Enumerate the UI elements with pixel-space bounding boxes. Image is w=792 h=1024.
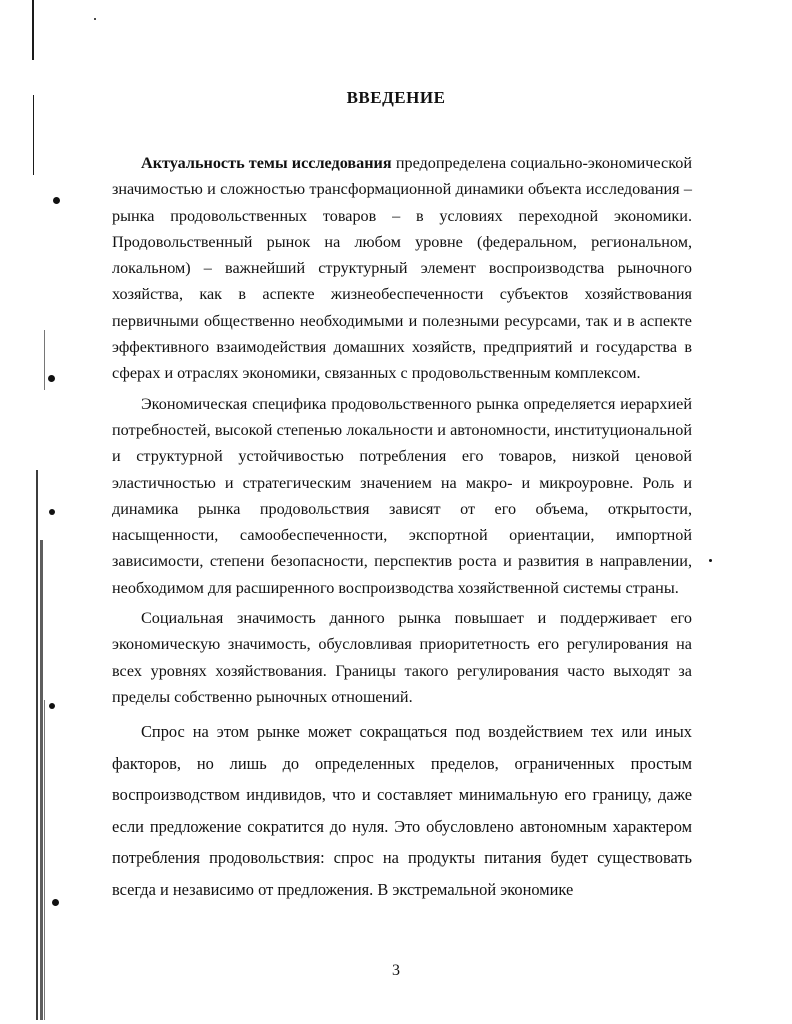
scan-speck — [49, 509, 55, 515]
page-title: ВВЕДЕНИЕ — [346, 88, 446, 107]
scan-edge-line — [32, 0, 34, 60]
body-text — [112, 150, 692, 909]
paragraph-1 — [112, 150, 692, 387]
paragraph-3: Социальная значимость данного рынка повышает и поддерживает его экономическую значимость, обусловливая приоритетность его регулирования на всех уровнях хозяйствования. Границы такого регулирования часто выходят за пределы собственно рыночных отношений. — [112, 609, 692, 706]
paragraph-4: Спрос на этом рынке может сокращаться под воздействием тех или иных факторов, но лишь до определенных пределов, ограниченных простым воспроизводством индивидов, что и составляет минимальную его границу, даже если предложение сократится до нуля. Это обусловлено автономным характером потребления продовольствия: спрос на продукты питания будет существовать всегда и независимо от предложения. В экстремальной экономике — [112, 722, 692, 899]
scan-edge-line — [36, 470, 38, 1020]
scan-speck — [49, 703, 55, 709]
scan-edge-line — [40, 540, 43, 1020]
paragraph-2: Экономическая специфика продовольственного рынка определяется иерархией потребностей, высокой степенью локальности и автономности, институциональной и структурной устойчивостью потребления его товаров, низкой ценовой эластичностью и стратегическим значением на макро- и микроуровне. Роль и динамика рынка продовольствия зависят от его объема, открытости, насыщенности, самообеспеченности, экспортной ориентации, импортной зависимости, степени безопасности, перспектив роста и развития в направлении, необходимом для расширенного воспроизводства хозяйственной системы страны. — [112, 394, 692, 597]
paragraph-1-bold-lead: Актуальность темы исследования — [141, 154, 392, 172]
page-number: 3 — [392, 962, 400, 979]
scan-speck — [94, 18, 96, 20]
paragraph-1-text: предопределена социально-экономической значимостью и сложностью трансформационной динамики объекта исследования – рынка продовольственных товаров – в условиях переходной экономики. Продовольственный рынок на любом уровне (федеральном, региональном, локальном) – важнейший структурный элемент воспроизводства рыночного хозяйства, как в аспекте жизнеобеспеченности субъектов хозяйствования первичными общественно необходимыми и полезными ресурсами, так и в аспекте эффективного взаимодействия домашних хозяйств, предприятий и государства в сферах и отраслях экономики, связанных с продовольственным комплексом. — [112, 154, 692, 383]
scan-speck — [48, 375, 55, 382]
scan-speck — [53, 197, 60, 204]
scan-speck — [52, 899, 59, 906]
scan-speck — [709, 559, 712, 562]
scan-edge-line — [44, 330, 45, 390]
